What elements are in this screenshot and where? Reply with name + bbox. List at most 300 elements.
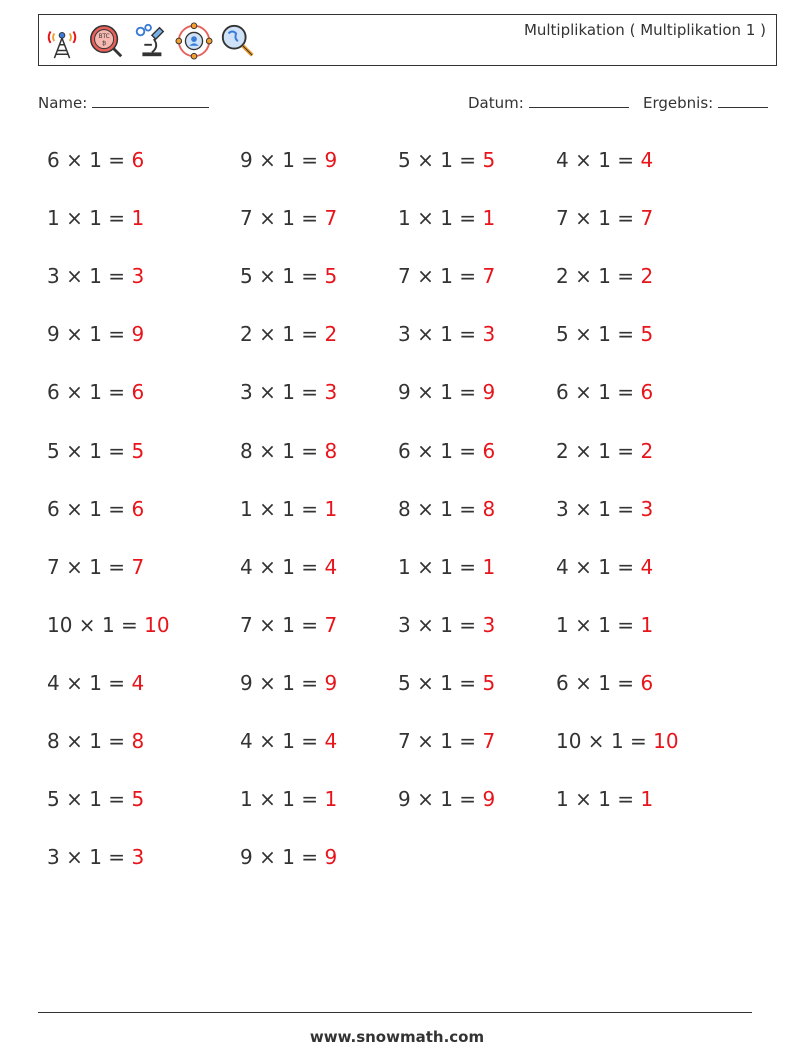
factor-b: 1 [282,554,295,579]
factor-b: 1 [440,496,453,521]
factor-a: 5 [398,670,411,695]
factor-b: 1 [598,264,611,289]
factor-a: 3 [47,845,60,870]
answer[interactable]: 7 [324,206,338,231]
factor-b: 1 [89,322,102,347]
factor-b: 1 [440,787,453,812]
problem-item [556,671,653,695]
factor-b: 1 [598,322,611,347]
factor-b: 1 [89,845,102,870]
equals-sign: = [294,380,325,405]
factor-b: 1 [598,554,611,579]
times-sign: × [568,787,599,812]
factor-b: 1 [89,380,102,405]
equals-sign: = [101,554,132,579]
factor-a: 9 [240,148,253,172]
factor-a: 10 [556,729,582,753]
answer[interactable]: 1 [324,496,338,521]
answer[interactable]: 8 [482,496,496,521]
problem-item [398,613,495,637]
equals-sign: = [101,845,132,870]
answer[interactable]: 3 [482,322,496,347]
answer[interactable]: 7 [324,612,338,637]
factor-a: 6 [398,438,411,463]
times-sign: × [410,612,441,637]
problem-item [47,497,144,521]
problem-item [47,264,144,288]
equals-sign: = [294,729,325,753]
problem-item [556,264,653,288]
times-sign: × [59,729,90,753]
answer[interactable]: 4 [131,670,145,695]
factor-a: 1 [398,206,411,231]
equals-sign: = [610,148,641,172]
times-sign: × [59,554,90,579]
answer[interactable]: 4 [324,729,338,753]
answer[interactable]: 5 [131,438,145,463]
factor-a: 7 [240,206,253,231]
times-sign: × [59,670,90,695]
problem-item [47,845,144,869]
factor-a: 5 [47,438,60,463]
times-sign: × [568,554,599,579]
answer[interactable]: 6 [640,380,654,405]
problem-item [240,148,337,172]
factor-b: 1 [89,670,102,695]
equals-sign: = [452,554,483,579]
factor-b: 1 [282,322,295,347]
factor-a: 6 [556,380,569,405]
factor-a: 10 [47,612,73,637]
svg-text:₿: ₿ [101,40,107,47]
footer-divider [38,1012,752,1013]
times-sign: × [59,322,90,347]
problem-item [556,613,653,637]
factor-a: 5 [240,264,253,289]
factor-b: 1 [598,438,611,463]
factor-b: 1 [282,845,295,870]
equals-sign: = [294,206,325,231]
equals-sign: = [610,322,641,347]
times-sign: × [568,438,599,463]
answer[interactable]: 10 [653,729,679,753]
equals-sign: = [294,496,325,521]
answer[interactable]: 1 [640,787,654,812]
problem-item [556,555,653,579]
times-sign: × [568,148,599,172]
factor-b: 1 [598,787,611,812]
factor-b: 1 [282,670,295,695]
answer[interactable]: 5 [482,670,496,695]
problem-item [556,787,653,811]
problem-item [556,497,653,521]
times-sign: × [252,670,283,695]
equals-sign: = [101,264,132,289]
times-sign: × [410,729,441,753]
factor-b: 1 [440,380,453,405]
factor-a: 9 [47,322,60,347]
answer[interactable]: 9 [131,322,145,347]
factor-b: 1 [282,496,295,521]
equals-sign: = [101,496,132,521]
answer[interactable]: 1 [324,787,338,812]
answer[interactable]: 1 [482,206,496,231]
factor-a: 1 [240,787,253,812]
answer[interactable]: 3 [131,264,145,289]
answer[interactable]: 7 [482,729,496,753]
equals-sign: = [452,670,483,695]
factor-a: 7 [398,729,411,753]
equals-sign: = [101,148,132,172]
answer[interactable]: 4 [640,554,654,579]
equals-sign: = [294,264,325,289]
factor-a: 3 [47,264,60,289]
factor-a: 8 [398,496,411,521]
factor-b: 1 [440,729,453,753]
answer[interactable]: 9 [324,148,338,172]
times-sign: × [568,612,599,637]
equals-sign: = [610,787,641,812]
factor-b: 1 [282,148,295,172]
problem-item [556,206,653,230]
problem-item [47,613,170,637]
equals-sign: = [452,612,483,637]
factor-a: 7 [47,554,60,579]
equals-sign: = [452,322,483,347]
factor-b: 1 [440,670,453,695]
factor-a: 6 [47,148,60,172]
factor-b: 1 [598,380,611,405]
answer[interactable]: 4 [324,554,338,579]
problem-item [47,787,144,811]
equals-sign: = [294,438,325,463]
factor-a: 1 [556,787,569,812]
times-sign: × [252,322,283,347]
times-sign: × [568,496,599,521]
times-sign: × [410,670,441,695]
problem-item [556,439,653,463]
problem-item [47,380,144,404]
problem-item [398,380,495,404]
factor-b: 1 [89,554,102,579]
answer[interactable]: 9 [324,670,338,695]
footer-url: www.snowmath.com [309,1028,485,1046]
answer[interactable]: 8 [324,438,338,463]
answer[interactable]: 10 [144,612,170,637]
equals-sign: = [452,206,483,231]
times-sign: × [252,612,283,637]
times-sign: × [59,206,90,231]
problem-item [398,555,495,579]
factor-a: 5 [47,787,60,812]
factor-a: 5 [556,322,569,347]
times-sign: × [59,438,90,463]
factor-a: 9 [240,670,253,695]
problem-item [398,148,495,172]
factor-a: 3 [240,380,253,405]
times-sign: × [59,787,90,812]
factor-b: 1 [89,729,102,753]
factor-b: 1 [282,206,295,231]
factor-a: 6 [47,380,60,405]
answer[interactable]: 6 [131,148,145,172]
equals-sign: = [101,322,132,347]
factor-a: 5 [398,148,411,172]
factor-a: 6 [47,496,60,521]
times-sign: × [252,148,283,172]
svg-text:BTC: BTC [98,34,110,41]
times-sign: × [72,612,102,637]
factor-b: 1 [598,206,611,231]
answer[interactable]: 7 [640,206,654,231]
problem-item [556,148,653,172]
factor-b: 1 [282,612,295,637]
factor-a: 4 [240,729,253,753]
factor-b: 1 [440,148,453,172]
equals-sign: = [452,787,483,812]
factor-b: 1 [89,148,102,172]
answer[interactable]: 6 [640,670,654,695]
problem-item [47,729,144,753]
answer[interactable]: 9 [482,787,496,812]
problem-item [398,264,495,288]
factor-a: 3 [398,612,411,637]
factor-a: 9 [398,787,411,812]
problem-item [47,322,144,346]
times-sign: × [410,380,441,405]
problem-item [47,148,144,172]
problem-item [240,380,337,404]
equals-sign: = [610,206,641,231]
equals-sign: = [294,554,325,579]
factor-b: 1 [440,322,453,347]
times-sign: × [59,496,90,521]
times-sign: × [252,787,283,812]
equals-sign: = [610,670,641,695]
answer[interactable]: 3 [640,496,654,521]
factor-b: 1 [598,148,611,172]
equals-sign: = [452,438,483,463]
problem-item [398,729,495,753]
answer[interactable]: 8 [131,729,145,753]
equals-sign: = [610,554,641,579]
answer[interactable]: 2 [324,322,338,347]
answer[interactable]: 2 [640,438,654,463]
times-sign: × [252,496,283,521]
times-sign: × [252,380,283,405]
problem-item [240,322,337,346]
factor-b: 1 [610,729,624,753]
answer[interactable]: 1 [482,554,496,579]
problem-item [47,439,144,463]
problem-item [47,206,144,230]
factor-a: 1 [556,612,569,637]
result-label: Ergebnis: [643,94,714,112]
factor-a: 8 [47,729,60,753]
answer[interactable]: 3 [131,845,145,870]
worksheet-title: Multiplikation ( Multiplikation 1 ) [523,21,766,39]
factor-b: 1 [598,670,611,695]
times-sign: × [410,264,441,289]
times-sign: × [59,148,90,172]
factor-a: 1 [240,496,253,521]
times-sign: × [59,264,90,289]
factor-b: 1 [282,380,295,405]
answer[interactable]: 9 [482,380,496,405]
factor-a: 7 [240,612,253,637]
answer[interactable]: 5 [324,264,338,289]
answer[interactable]: 4 [640,148,654,172]
equals-sign: = [114,612,145,637]
times-sign: × [568,264,599,289]
problem-item [240,264,337,288]
times-sign: × [568,670,599,695]
equals-sign: = [610,612,641,637]
problem-item [240,787,337,811]
answer[interactable]: 6 [131,496,145,521]
equals-sign: = [294,322,325,347]
factor-b: 1 [440,206,453,231]
problem-item [556,380,653,404]
date-label: Datum: [468,94,524,112]
times-sign: × [252,206,283,231]
problem-item [240,845,337,869]
equals-sign: = [101,438,132,463]
times-sign: × [410,322,441,347]
factor-a: 8 [240,438,253,463]
factor-a: 3 [398,322,411,347]
answer[interactable]: 5 [131,787,145,812]
factor-b: 1 [282,787,295,812]
factor-a: 4 [240,554,253,579]
factor-b: 1 [101,612,115,637]
factor-b: 1 [89,438,102,463]
factor-a: 6 [556,670,569,695]
problem-item [556,729,679,753]
answer[interactable]: 7 [131,554,145,579]
problem-item [240,613,337,637]
factor-a: 2 [556,264,569,289]
times-sign: × [568,322,599,347]
problem-item [240,671,337,695]
times-sign: × [252,554,283,579]
equals-sign: = [294,148,325,172]
factor-a: 1 [47,206,60,231]
times-sign: × [59,380,90,405]
equals-sign: = [101,206,132,231]
times-sign: × [410,206,441,231]
factor-a: 3 [556,496,569,521]
factor-a: 9 [240,845,253,870]
equals-sign: = [452,729,483,753]
equals-sign: = [452,264,483,289]
factor-a: 2 [556,438,569,463]
equals-sign: = [101,380,132,405]
answer[interactable]: 7 [482,264,496,289]
name-label: Name: [38,94,88,112]
answer[interactable]: 1 [131,206,145,231]
problem-item [398,787,495,811]
factor-a: 7 [556,206,569,231]
times-sign: × [252,729,283,753]
equals-sign: = [294,845,325,870]
problem-item [240,439,337,463]
factor-a: 4 [556,148,569,172]
problem-item [47,555,144,579]
equals-sign: = [294,670,325,695]
problem-item [47,671,144,695]
times-sign: × [581,729,611,753]
answer[interactable]: 9 [324,845,338,870]
equals-sign: = [101,787,132,812]
equals-sign: = [610,380,641,405]
times-sign: × [252,845,283,870]
times-sign: × [410,438,441,463]
problem-item [240,729,337,753]
answer[interactable]: 3 [482,612,496,637]
answer[interactable]: 2 [640,264,654,289]
answer[interactable]: 6 [482,438,496,463]
answer[interactable]: 6 [131,380,145,405]
factor-b: 1 [440,612,453,637]
answer[interactable]: 5 [482,148,496,172]
equals-sign: = [452,148,483,172]
factor-a: 9 [398,380,411,405]
problem-item [398,322,495,346]
equals-sign: = [610,496,641,521]
factor-b: 1 [598,496,611,521]
equals-sign: = [610,438,641,463]
factor-b: 1 [440,264,453,289]
times-sign: × [568,380,599,405]
factor-b: 1 [89,264,102,289]
equals-sign: = [101,670,132,695]
factor-b: 1 [89,787,102,812]
factor-a: 1 [398,554,411,579]
times-sign: × [59,845,90,870]
problem-item [398,671,495,695]
factor-b: 1 [598,612,611,637]
problem-item [556,322,653,346]
answer[interactable]: 5 [640,322,654,347]
problem-item [398,206,495,230]
equals-sign: = [101,729,132,753]
problem-item [240,497,337,521]
factor-b: 1 [89,206,102,231]
problem-item [398,439,495,463]
times-sign: × [410,787,441,812]
factor-a: 4 [47,670,60,695]
problem-item [398,497,495,521]
factor-b: 1 [282,438,295,463]
times-sign: × [410,554,441,579]
problem-item [240,555,337,579]
factor-a: 2 [240,322,253,347]
times-sign: × [252,264,283,289]
problem-item [240,206,337,230]
times-sign: × [252,438,283,463]
answer[interactable]: 3 [324,380,338,405]
times-sign: × [410,496,441,521]
equals-sign: = [610,264,641,289]
times-sign: × [410,148,441,172]
equals-sign: = [294,787,325,812]
factor-b: 1 [440,438,453,463]
equals-sign: = [452,496,483,521]
answer[interactable]: 1 [640,612,654,637]
factor-b: 1 [282,729,295,753]
factor-b: 1 [282,264,295,289]
